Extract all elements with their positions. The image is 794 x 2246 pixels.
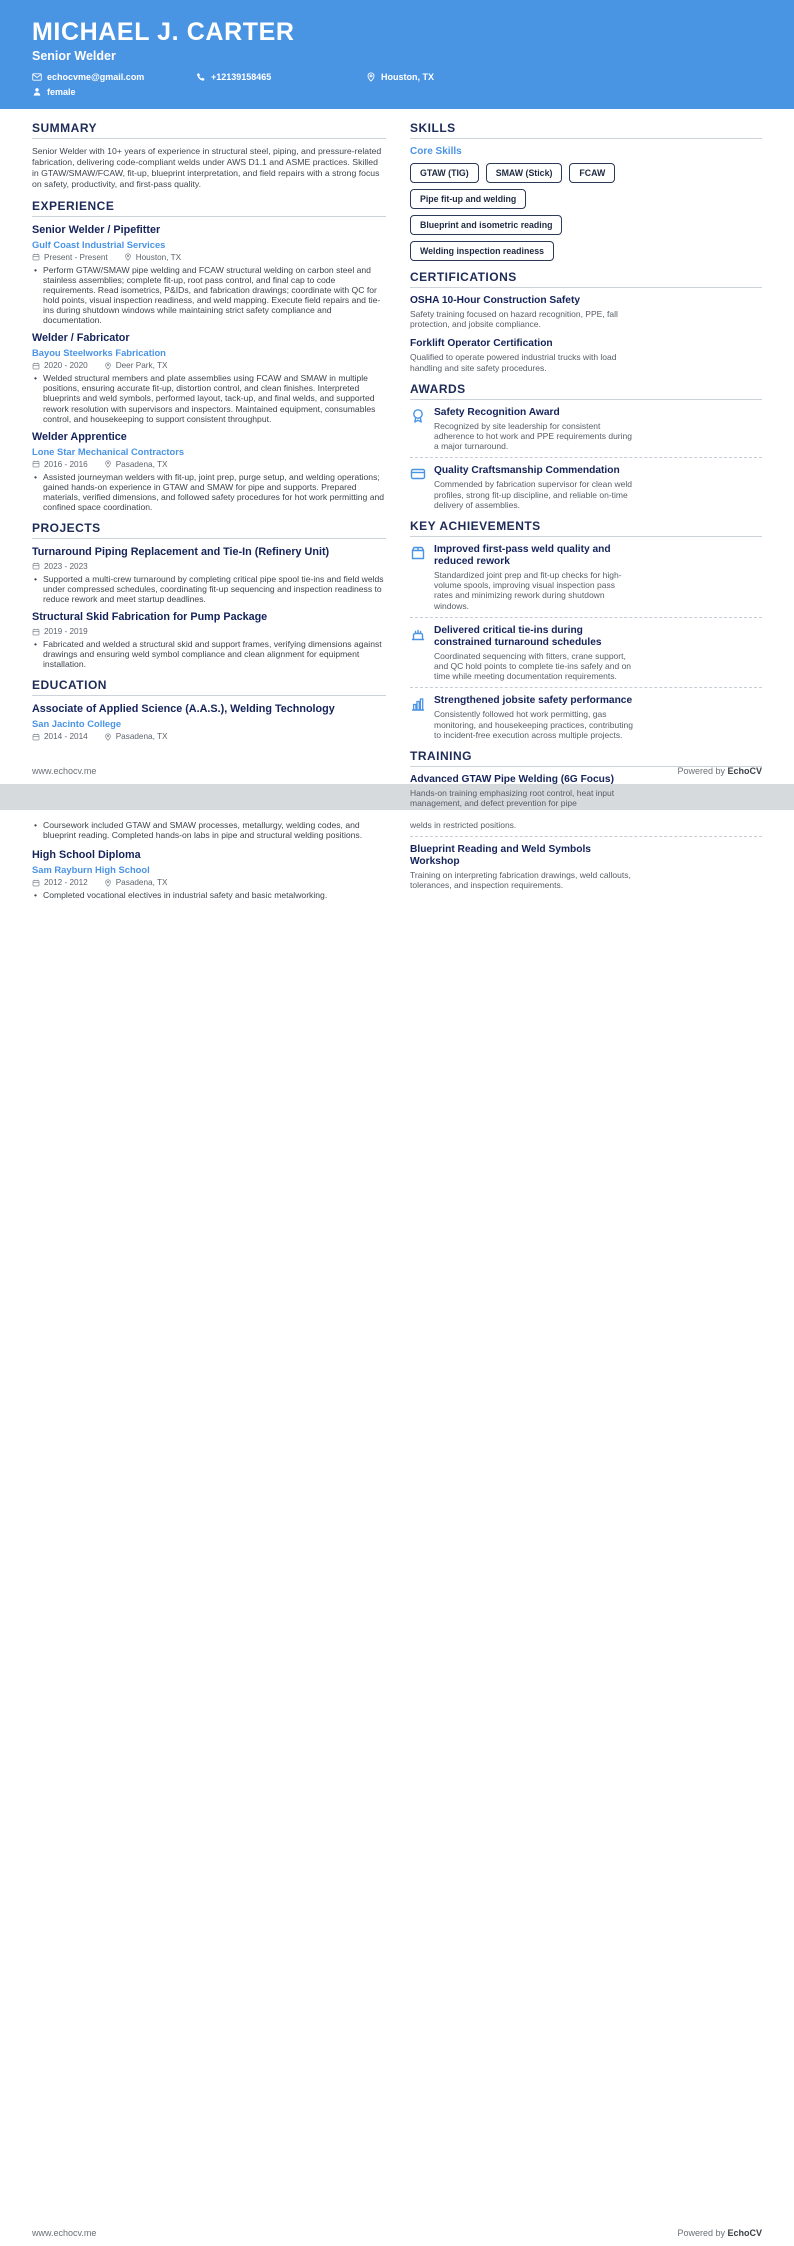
person-icon xyxy=(32,87,42,97)
summary-section xyxy=(32,121,386,190)
skill-chips xyxy=(410,163,672,261)
bullet: • Coursework included GTAW and SMAW processes, metallurgy, welding codes, and blueprint reading. Completed hands-on labs in pipe and structural welding positions. xyxy=(32,820,386,840)
entry-title: Welder / Fabricator xyxy=(32,332,130,345)
training-heading: TRAINING xyxy=(410,749,762,767)
certifications-section xyxy=(410,270,762,373)
bullet: • Welded structural members and plate assemblies using FCAW and SMAW in multiple positions, ensuring accurate fit-up, distortion control, and clean finishes. Interpreted blueprints and weld symbols, performed layout, tack-up, and final welds, and supported rework resolution with supervisors and inspectors. Maintained equipment, consumables control, and housekeeping to support consistent throughput. xyxy=(32,373,386,424)
training-section xyxy=(410,749,762,808)
project-entry xyxy=(32,611,386,669)
skill-chip: FCAW xyxy=(569,163,615,183)
education-heading: EDUCATION xyxy=(32,678,386,696)
footer-site-link[interactable]: www.echocv.me xyxy=(32,766,97,776)
entry-bullets xyxy=(32,639,386,669)
achievement-item xyxy=(410,544,762,611)
location-text: Houston, TX xyxy=(381,72,434,82)
experience-heading: EXPERIENCE xyxy=(32,199,386,217)
projects-section xyxy=(32,521,386,669)
gender-text: female xyxy=(47,87,76,97)
training-item xyxy=(410,844,762,890)
training-description: Training on interpreting fabrication drawings, weld callouts, tolerances, and inspection requirements. xyxy=(410,870,631,891)
key-achievements-heading: KEY ACHIEVEMENTS xyxy=(410,519,762,537)
location-text: Pasadena, TX xyxy=(115,878,168,888)
left-column xyxy=(32,820,386,907)
cake-icon xyxy=(410,626,426,642)
echocv-brand: EchoCV xyxy=(727,766,762,776)
achievement-description: Consistently followed hot work permitting, gas monitoring, and housekeeping practices, contributing to incident-free execution across multiple projects. xyxy=(434,709,633,740)
entry-dates xyxy=(32,253,108,262)
training-description: Hands-on training emphasizing root control, heat input management, and defect prevention for pipe xyxy=(410,788,615,809)
awards-heading: AWARDS xyxy=(410,382,762,400)
footer-site-link[interactable]: www.echocv.me xyxy=(32,2228,97,2238)
page-2-body xyxy=(0,810,794,907)
calendar-icon xyxy=(32,253,40,261)
page-1-body xyxy=(0,109,794,817)
training-title: Advanced GTAW Pipe Welding (6G Focus) xyxy=(410,774,614,786)
page-footer xyxy=(32,2228,762,2238)
box-icon xyxy=(410,545,426,561)
entry-title: Turnaround Piping Replacement and Tie-In (Refinery Unit) xyxy=(32,546,330,559)
achievement-title: Delivered critical tie-ins during constrained turnaround schedules xyxy=(434,624,602,648)
training-description-continued: welds in restricted positions. xyxy=(410,820,517,830)
footer-powered xyxy=(677,766,762,776)
summary-heading: SUMMARY xyxy=(32,121,386,139)
location-pin-icon xyxy=(104,733,112,741)
bullet: • Assisted journeyman welders with fit-up, joint prep, purge setup, and welding operations; gained hands-on experience in GTAW and SMAW for pipe and supports. Prepared materials, verified dimensions, and followed safety procedures for hot work permitting and confined space coordination. xyxy=(32,472,386,513)
footer-powered xyxy=(677,2228,762,2238)
bullet: • Fabricated and welded a structural skid and support frames, verifying dimensions against drawings and ensuring weld symbol compliance and clean alignment for equipment installation. xyxy=(32,639,386,669)
right-column xyxy=(410,121,762,817)
dates-text: 2023 - 2023 xyxy=(44,561,88,571)
calendar-icon xyxy=(32,733,40,741)
dates-text: 2020 - 2020 xyxy=(44,361,88,371)
contact-row xyxy=(32,72,762,82)
location-pin-icon xyxy=(124,253,132,261)
email-icon xyxy=(32,72,42,82)
certifications-heading: CERTIFICATIONS xyxy=(410,270,762,288)
contact-email[interactable] xyxy=(32,72,196,82)
training-title: Blueprint Reading and Weld Symbols Workshop xyxy=(410,844,591,868)
candidate-job-title: Senior Welder xyxy=(32,49,116,63)
achievement-item xyxy=(410,625,762,682)
certification-item xyxy=(410,338,762,372)
training-item xyxy=(410,774,762,808)
calendar-icon xyxy=(32,362,40,370)
header xyxy=(0,0,794,109)
calendar-icon xyxy=(32,879,40,887)
email-text: echocvme@gmail.com xyxy=(47,72,145,82)
awards-section xyxy=(410,382,762,510)
skill-chip: GTAW (TIG) xyxy=(410,163,479,183)
entry-school: San Jacinto College xyxy=(32,718,122,730)
calendar-icon xyxy=(32,460,40,468)
page-footer xyxy=(32,766,762,776)
contact-gender xyxy=(32,87,76,97)
skills-section xyxy=(410,121,762,261)
entry-location xyxy=(104,361,168,370)
award-title: Quality Craftsmanship Commendation xyxy=(434,465,620,477)
entry-company: Bayou Steelworks Fabrication xyxy=(32,347,166,359)
calendar-icon xyxy=(32,628,40,636)
projects-heading: PROJECTS xyxy=(32,521,386,539)
entry-meta xyxy=(32,253,386,262)
skill-chip: Welding inspection readiness xyxy=(410,241,554,261)
entry-bullets xyxy=(32,890,386,900)
entry-company: Gulf Coast Industrial Services xyxy=(32,238,166,250)
candidate-name: MICHAEL J. CARTER xyxy=(32,18,295,46)
location-text: Deer Park, TX xyxy=(115,361,168,371)
resume-page-1 xyxy=(0,0,794,809)
location-pin-icon xyxy=(104,879,112,887)
experience-section xyxy=(32,199,386,512)
echocv-brand: EchoCV xyxy=(727,2228,762,2238)
right-column xyxy=(410,820,762,907)
entry-location xyxy=(104,732,168,741)
achievement-title: Strengthened jobsite safety performance xyxy=(434,695,633,707)
education-section xyxy=(32,678,386,741)
skills-heading: SKILLS xyxy=(410,121,762,139)
achievement-description: Coordinated sequencing with fitters, crane support, and QC hold points to complete tie-ins safely and on time while meeting documentation requirements. xyxy=(434,650,632,682)
phone-icon xyxy=(196,72,206,82)
entry-bullets xyxy=(32,373,386,424)
project-entry xyxy=(32,546,386,604)
entry-location xyxy=(104,878,168,887)
experience-entry xyxy=(32,332,386,423)
certification-description: Qualified to operate powered industrial trucks with load handling and site safety procedures. xyxy=(410,352,617,373)
education-entry xyxy=(32,703,386,741)
bullet: • Perform GTAW/SMAW pipe welding and FCAW structural welding on carbon steel and stainless assemblies; complete fit-up, root pass control, and final cap to code requirements. Read isometrics, P&IDs, and fabrication drawings; coordinate with QC for hold points, visual inspection readiness, and weld mapping. Execute field repairs and tie-ins during shutdown windows while maintaining strict safety compliance and documentation. xyxy=(32,265,386,326)
skill-chip: Blueprint and isometric reading xyxy=(410,215,562,235)
dates-text: 2019 - 2019 xyxy=(44,627,88,637)
calendar-icon xyxy=(32,562,40,570)
bar-chart-icon xyxy=(410,696,426,712)
gender-row xyxy=(32,87,762,97)
entry-meta xyxy=(32,361,386,370)
location-pin-icon xyxy=(104,362,112,370)
entry-meta xyxy=(32,878,386,887)
entry-meta xyxy=(32,732,386,741)
location-text: Pasadena, TX xyxy=(115,732,168,742)
award-item xyxy=(410,407,762,452)
entry-dates xyxy=(32,460,88,469)
contact-phone[interactable] xyxy=(196,72,366,82)
certification-description: Safety training focused on hazard recognition, PPE, fall protection, and jobsite compliance. xyxy=(410,309,618,330)
summary-text: Senior Welder with 10+ years of experience in structural steel, piping, and pressure-related fabrication, delivering code-compliant welds under AWS D1.1 and ASME practices. Skilled in GTAW/SMAW/FCAW, fit-up, blueprint interpretation, and field repairs with a strong focus on safety, productivity, and first-pass quality. xyxy=(32,146,382,189)
dates-text: Present - Present xyxy=(44,252,108,262)
resume-page-2 xyxy=(0,810,794,2246)
entry-bullets xyxy=(32,265,386,326)
achievement-item xyxy=(410,695,762,740)
dates-text: 2014 - 2014 xyxy=(44,732,88,742)
certification-title: OSHA 10-Hour Construction Safety xyxy=(410,295,580,306)
certification-title: Forklift Operator Certification xyxy=(410,338,553,350)
phone-text: +12139158465 xyxy=(211,72,272,82)
entry-title: Welder Apprentice xyxy=(32,430,127,443)
entry-title: Senior Welder / Pipefitter xyxy=(32,223,161,236)
divider xyxy=(410,836,762,837)
award-title: Safety Recognition Award xyxy=(434,406,560,418)
entry-company: Lone Star Mechanical Contractors xyxy=(32,445,185,457)
divider xyxy=(410,687,762,688)
divider xyxy=(410,457,762,458)
entry-title: High School Diploma xyxy=(32,849,141,862)
location-text: Pasadena, TX xyxy=(115,459,168,469)
entry-meta xyxy=(32,627,386,636)
entry-dates xyxy=(32,732,88,741)
left-column xyxy=(32,121,386,817)
entry-bullets xyxy=(32,472,386,513)
entry-title: Associate of Applied Science (A.A.S.), Welding Technology xyxy=(32,703,335,716)
experience-entry xyxy=(32,431,386,512)
certification-item xyxy=(410,295,762,329)
achievement-description: Standardized joint prep and fit-up checks for high-volume spools, improving visual inspection pass rates and minimizing rework during shutdown windows. xyxy=(434,570,622,611)
entry-dates xyxy=(32,627,88,636)
experience-entry xyxy=(32,224,386,326)
bullet: • Supported a multi-crew turnaround by completing critical pipe spool tie-ins and field welds under compressed schedules, coordinating fit-up sequencing and inspection readiness to reduce rework and meet startup deadlines. xyxy=(32,574,386,604)
entry-dates xyxy=(32,361,88,370)
entry-location xyxy=(104,460,168,469)
skill-chip: SMAW (Stick) xyxy=(486,163,563,183)
education-bullets-continued xyxy=(32,820,386,840)
award-description: Commended by fabrication supervisor for clean weld profiles, strong fit-up discipline, and reliable on-time delivery of assemblies. xyxy=(434,479,632,510)
education-entry xyxy=(32,849,386,900)
award-item xyxy=(410,465,762,510)
entry-location xyxy=(124,253,181,262)
entry-title: Structural Skid Fabrication for Pump Package xyxy=(32,611,268,624)
medal-icon xyxy=(410,408,426,424)
location-pin-icon xyxy=(104,460,112,468)
award-description: Recognized by site leadership for consistent adherence to hot work and PPE requirements during a major turnaround. xyxy=(434,420,632,452)
powered-by-text: Powered by xyxy=(677,766,728,776)
entry-meta xyxy=(32,562,386,571)
entry-school: Sam Rayburn High School xyxy=(32,864,150,876)
dates-text: 2012 - 2012 xyxy=(44,878,88,888)
entry-bullets xyxy=(32,574,386,604)
divider xyxy=(410,617,762,618)
skills-group-label: Core Skills xyxy=(410,146,462,157)
skill-chip: Pipe fit-up and welding xyxy=(410,189,526,209)
achievement-title: Improved first-pass weld quality and reduced rework xyxy=(434,544,611,568)
bullet: • Completed vocational electives in industrial safety and basic metalworking. xyxy=(32,890,386,900)
entry-dates xyxy=(32,562,88,571)
key-achievements-section xyxy=(410,519,762,740)
location-text: Houston, TX xyxy=(135,252,182,262)
location-pin-icon xyxy=(366,72,376,82)
entry-dates xyxy=(32,878,88,887)
card-icon xyxy=(410,466,426,482)
dates-text: 2016 - 2016 xyxy=(44,459,88,469)
entry-meta xyxy=(32,460,386,469)
powered-by-text: Powered by xyxy=(677,2228,728,2238)
contact-location xyxy=(366,72,434,82)
